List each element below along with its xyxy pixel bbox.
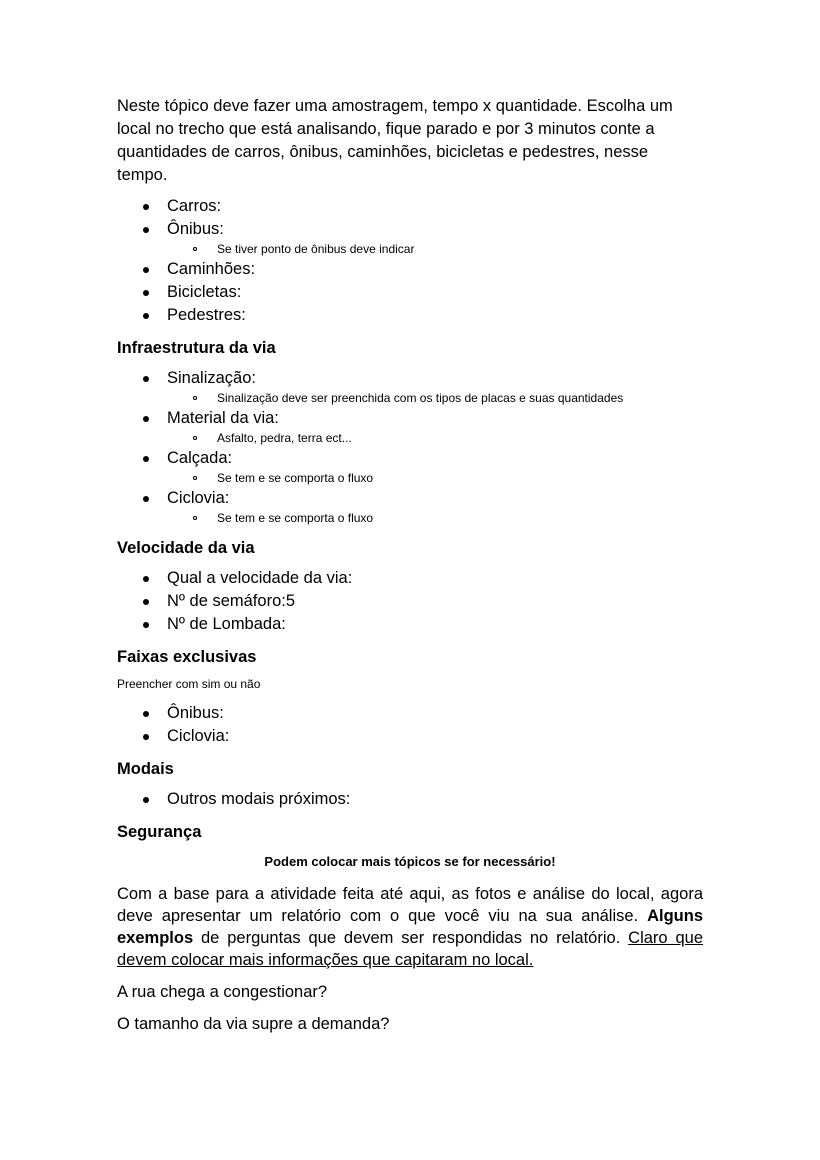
document-page (117, 95, 703, 1045)
list-item-faixa-onibus: Ônibus: (117, 702, 703, 725)
more-topics-note: Podem colocar mais tópicos se for necessário! (264, 854, 556, 869)
list-item-label: Material da via: (167, 409, 279, 427)
list-item-material (117, 407, 703, 447)
sub-list (167, 430, 703, 447)
report-text-1: Com a base para a atividade feita até aqui, as fotos e análise do local, agora deve apresentar um relatório com o que você viu na sua análise. (117, 885, 703, 925)
sub-list (167, 470, 703, 487)
sub-item-ciclovia-note: Se tem e se comporta o fluxo (167, 510, 703, 527)
list-item-label: Ônibus: (167, 220, 224, 238)
report-text-2: de perguntas que devem ser respondidas no relatório. (193, 929, 629, 947)
heading-modais: Modais (117, 760, 174, 778)
report-bold-text: Alguns exemplos (117, 907, 703, 947)
report-underlined-text: Claro que devem colocar mais informações que capitaram no local. (117, 929, 704, 969)
infra-list (117, 367, 703, 527)
question-1: A rua chega a congestionar? (117, 983, 328, 1001)
list-item-carros: Carros: (117, 195, 703, 218)
faixas-list (117, 702, 703, 748)
list-item-velocidade: Qual a velocidade da via: (117, 567, 703, 590)
sub-item-calcada-note: Se tem e se comporta o fluxo (167, 470, 703, 487)
velocidade-list (117, 567, 703, 636)
list-item-faixa-ciclovia: Ciclovia: (117, 725, 703, 748)
list-item-outros-modais: Outros modais próximos: (117, 788, 703, 811)
list-item-label: Sinalização: (167, 369, 256, 387)
modais-list (117, 788, 703, 811)
sub-list (167, 390, 703, 407)
list-item-label: Calçada: (167, 449, 233, 467)
report-paragraph (117, 883, 703, 971)
heading-faixas: Faixas exclusivas (117, 648, 257, 666)
sub-list (167, 510, 703, 527)
count-list (117, 195, 703, 327)
sub-item-material-note: Asfalto, pedra, terra ect... (167, 430, 703, 447)
list-item-pedestres: Pedestres: (117, 304, 703, 327)
list-item-bicicletas: Bicicletas: (117, 281, 703, 304)
list-item-ciclovia (117, 487, 703, 527)
intro-paragraph: Neste tópico deve fazer uma amostragem, tempo x quantidade. Escolha um local no trecho que está analisando, fique parado e por 3 minutos conte a quantidades de carros, ônibus, caminhões, bicicletas e pedestres, nesse tempo. (117, 97, 673, 184)
faixas-note: Preencher com sim ou não (117, 677, 261, 691)
sub-item-sinalizacao-note: Sinalização deve ser preenchida com os tipos de placas e suas quantidades (167, 390, 703, 407)
list-item-sinalizacao (117, 367, 703, 407)
list-item-lombada: Nº de Lombada: (117, 613, 703, 636)
heading-velocidade: Velocidade da via (117, 539, 255, 557)
list-item-semaforo: Nº de semáforo:5 (117, 590, 703, 613)
heading-seguranca: Segurança (117, 823, 202, 841)
sub-list (167, 241, 703, 258)
heading-infraestrutura: Infraestrutura da via (117, 339, 276, 357)
list-item-label: Ciclovia: (167, 489, 230, 507)
question-2: O tamanho da via supre a demanda? (117, 1015, 390, 1033)
list-item-caminhoes: Caminhões: (117, 258, 703, 281)
list-item-calcada (117, 447, 703, 487)
sub-item-onibus-note: Se tiver ponto de ônibus deve indicar (167, 241, 703, 258)
list-item-onibus (117, 218, 703, 258)
